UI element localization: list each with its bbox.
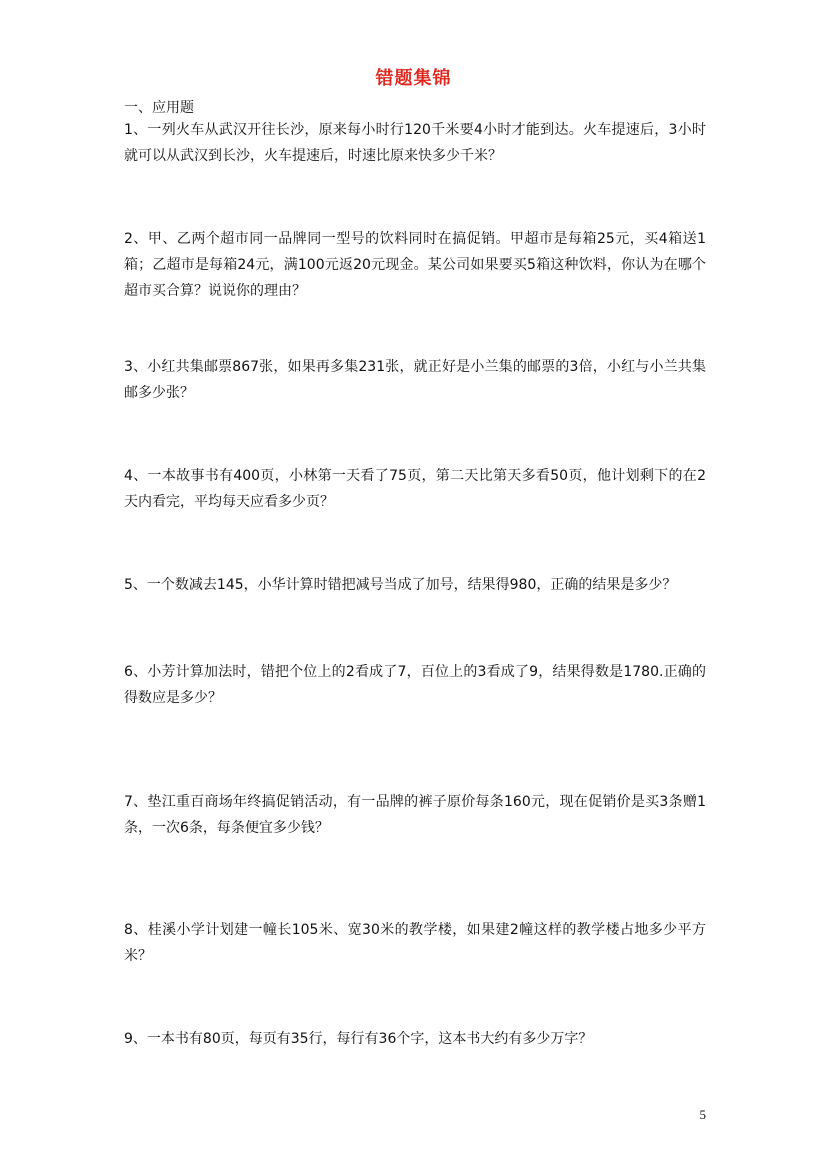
page-number: 5 [699, 1107, 706, 1122]
question-6: 6、小芳计算加法时，错把个位上的2看成了7，百位上的3看成了9，结果得数是1780.正确的得数应是多少？ [124, 664, 706, 706]
document-title: 错题集锦 [375, 68, 452, 89]
question-8: 8、桂溪小学计划建一幢长105米、宽30米的教学楼，如果建2幢这样的教学楼占地多少平方米？ [124, 922, 706, 964]
question-7: 7、垫江重百商场年终搞促销活动，有一品牌的裤子原价每条160元，现在促销价是买3条赠1条，一次6条，每条便宜多少钱？ [124, 794, 706, 836]
section-heading: 一、应用题 [124, 100, 194, 116]
question-3: 3、小红共集邮票867张，如果再多集231张，就正好是小兰集的邮票的3倍，小红与小兰共集邮多少张？ [124, 359, 706, 401]
question-1: 1、一列火车从武汉开往长沙，原来每小时行120千米要4小时才能到达。火车提速后，3小时就可以从武汉到长沙，火车提速后，时速比原来快多少千米？ [124, 122, 706, 164]
question-4: 4、一本故事书有400页，小林第一天看了75页，第二天比第天多看50页，他计划剩下的在2天内看完，平均每天应看多少页？ [124, 468, 706, 510]
question-2: 2、甲、乙两个超市同一品牌同一型号的饮料同时在搞促销。甲超市是每箱25元，买4箱送1箱；乙超市是每箱24元，满100元返20元现金。某公司如果要买5箱这种饮料，你认为在哪个超市买合算？说说你的理由？ [124, 231, 706, 299]
question-9: 9、一本书有80页，每页有35行，每行有36个字，这本书大约有多少万字？ [124, 1031, 593, 1047]
question-5: 5、一个数减去145，小华计算时错把减号当成了加号，结果得980，正确的结果是多少？ [124, 577, 677, 593]
